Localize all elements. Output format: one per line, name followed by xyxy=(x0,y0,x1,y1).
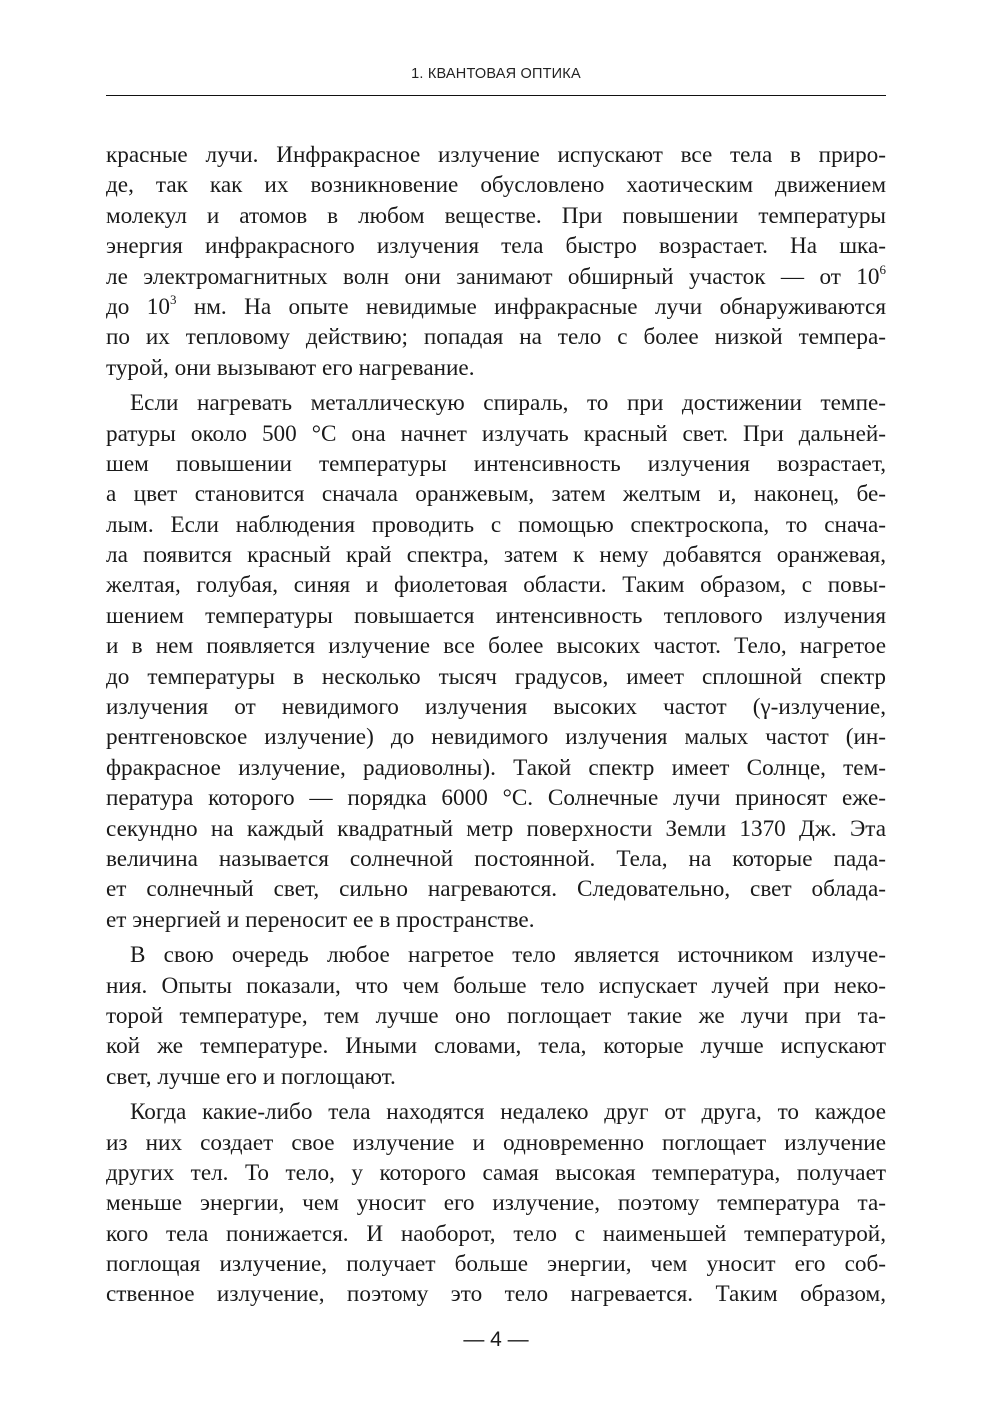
text-line: энергия инфракрасного излучения тела быстро возрастает. На шка- xyxy=(106,233,886,260)
text-fragment: нм. На опыте невидимые инфракрасные лучи обнаруживаются xyxy=(176,293,886,320)
text-line: ственное излучение, поэтому это тело нагревается. Таким образом, xyxy=(106,1281,886,1308)
text-line: и в нем появляется излучение все более высоких частот. Тело, нагретое xyxy=(106,633,886,660)
page-body xyxy=(106,140,886,1310)
header-divider xyxy=(106,95,886,96)
text-line: торой температуре, тем лучше оно поглощает такие же лучи при та- xyxy=(106,1002,886,1029)
text-line: желтая, голубая, синяя и фиолетовая области. Таким образом, с повы- xyxy=(106,572,886,599)
text-line: секундно на каждый квадратный метр поверхности Земли 1370 Дж. Эта xyxy=(106,815,886,842)
text-line: по их тепловому действию; попадая на тело с более низкой темпера- xyxy=(106,324,886,351)
text-line: ратуры около 500 °С она начнет излучать красный свет. При дальней- xyxy=(106,420,886,447)
superscript-exponent: 3 xyxy=(169,291,177,307)
text-line: рентгеновское излучение) до невидимого излучения малых частот (ин- xyxy=(106,724,886,751)
text-line: лым. Если наблюдения проводить с помощью спектроскопа, то снача- xyxy=(106,511,886,538)
text-line: из них создает свое излучение и одновременно поглощает излучение xyxy=(106,1129,886,1156)
text-line: пература которого — порядка 6000 °С. Солнечные лучи приносят еже- xyxy=(106,785,886,812)
text-line: Если нагревать металлическую спираль, то при достижении темпе- xyxy=(130,390,886,417)
text-line-with-superscript xyxy=(106,292,886,322)
text-line: ет солнечный свет, сильно нагреваются. Следовательно, свет облада- xyxy=(106,876,886,903)
text-line: поглощая излучение, получает больше энергии, чем уносит его соб- xyxy=(106,1251,886,1278)
paragraph-3 xyxy=(106,940,886,1092)
text-line: Когда какие-либо тела находятся недалеко друг от друга, то каждое xyxy=(130,1099,886,1126)
text-line: молекул и атомов в любом веществе. При повышении температуры xyxy=(106,202,886,229)
text-line: свет, лучше его и поглощают. xyxy=(106,1063,396,1090)
text-fragment: до 10 xyxy=(106,293,170,320)
text-line: излучения от невидимого излучения высоких частот (γ-излучение, xyxy=(106,694,886,721)
paragraph-2 xyxy=(106,388,886,935)
text-line: кой же температуре. Иными словами, тела, которые лучше испускают xyxy=(106,1033,886,1060)
text-line: ет энергией и переносит ее в пространстве. xyxy=(106,906,535,933)
text-line: величина называется солнечной постоянной. Тела, на которые пада- xyxy=(106,845,886,872)
running-head: 1. КВАНТОВАЯ ОПТИКА xyxy=(411,66,581,82)
text-line: ла появится красный край спектра, затем к нему добавятся оранжевая, xyxy=(106,542,886,569)
text-line: красные лучи. Инфракрасное излучение испускают все тела в приро- xyxy=(106,142,886,168)
text-line: меньше энергии, чем уносит его излучение, поэтому температура та- xyxy=(106,1190,886,1217)
text-fragment: ле электромагнитных волн они занимают обширный участок — от 10 xyxy=(106,263,880,290)
text-line: В свою очередь любое нагретое тело является источником излуче- xyxy=(130,942,886,969)
text-line: фракрасное излучение, радиоволны). Такой спектр имеет Солнце, тем- xyxy=(106,754,886,781)
text-line: шением температуры повышается интенсивность теплового излучения xyxy=(106,602,886,629)
superscript-exponent: 6 xyxy=(879,261,886,277)
text-line: других тел. То тело, у которого самая высокая температура, получает xyxy=(106,1159,886,1186)
text-line: кого тела понижается. И наоборот, тело с наименьшей температурой, xyxy=(106,1220,886,1247)
text-line: де, так как их возникновение обусловлено хаотическим движением xyxy=(106,172,886,199)
page-number: — 4 — xyxy=(463,1328,529,1351)
paragraph-1 xyxy=(106,140,886,383)
text-line: шем повышении температуры интенсивность излучения возрастает, xyxy=(106,450,886,477)
text-line: турой, они вызывают его нагревание. xyxy=(106,354,475,381)
paragraph-4 xyxy=(106,1097,886,1310)
text-line: а цвет становится сначала оранжевым, затем желтым и, наконец, бе- xyxy=(106,481,886,508)
text-line: ния. Опыты показали, что чем больше тело испускает лучей при неко- xyxy=(106,972,886,999)
text-line-with-superscript xyxy=(106,262,886,292)
text-line: до температуры в несколько тысяч градусов, имеет сплошной спектр xyxy=(106,663,886,690)
